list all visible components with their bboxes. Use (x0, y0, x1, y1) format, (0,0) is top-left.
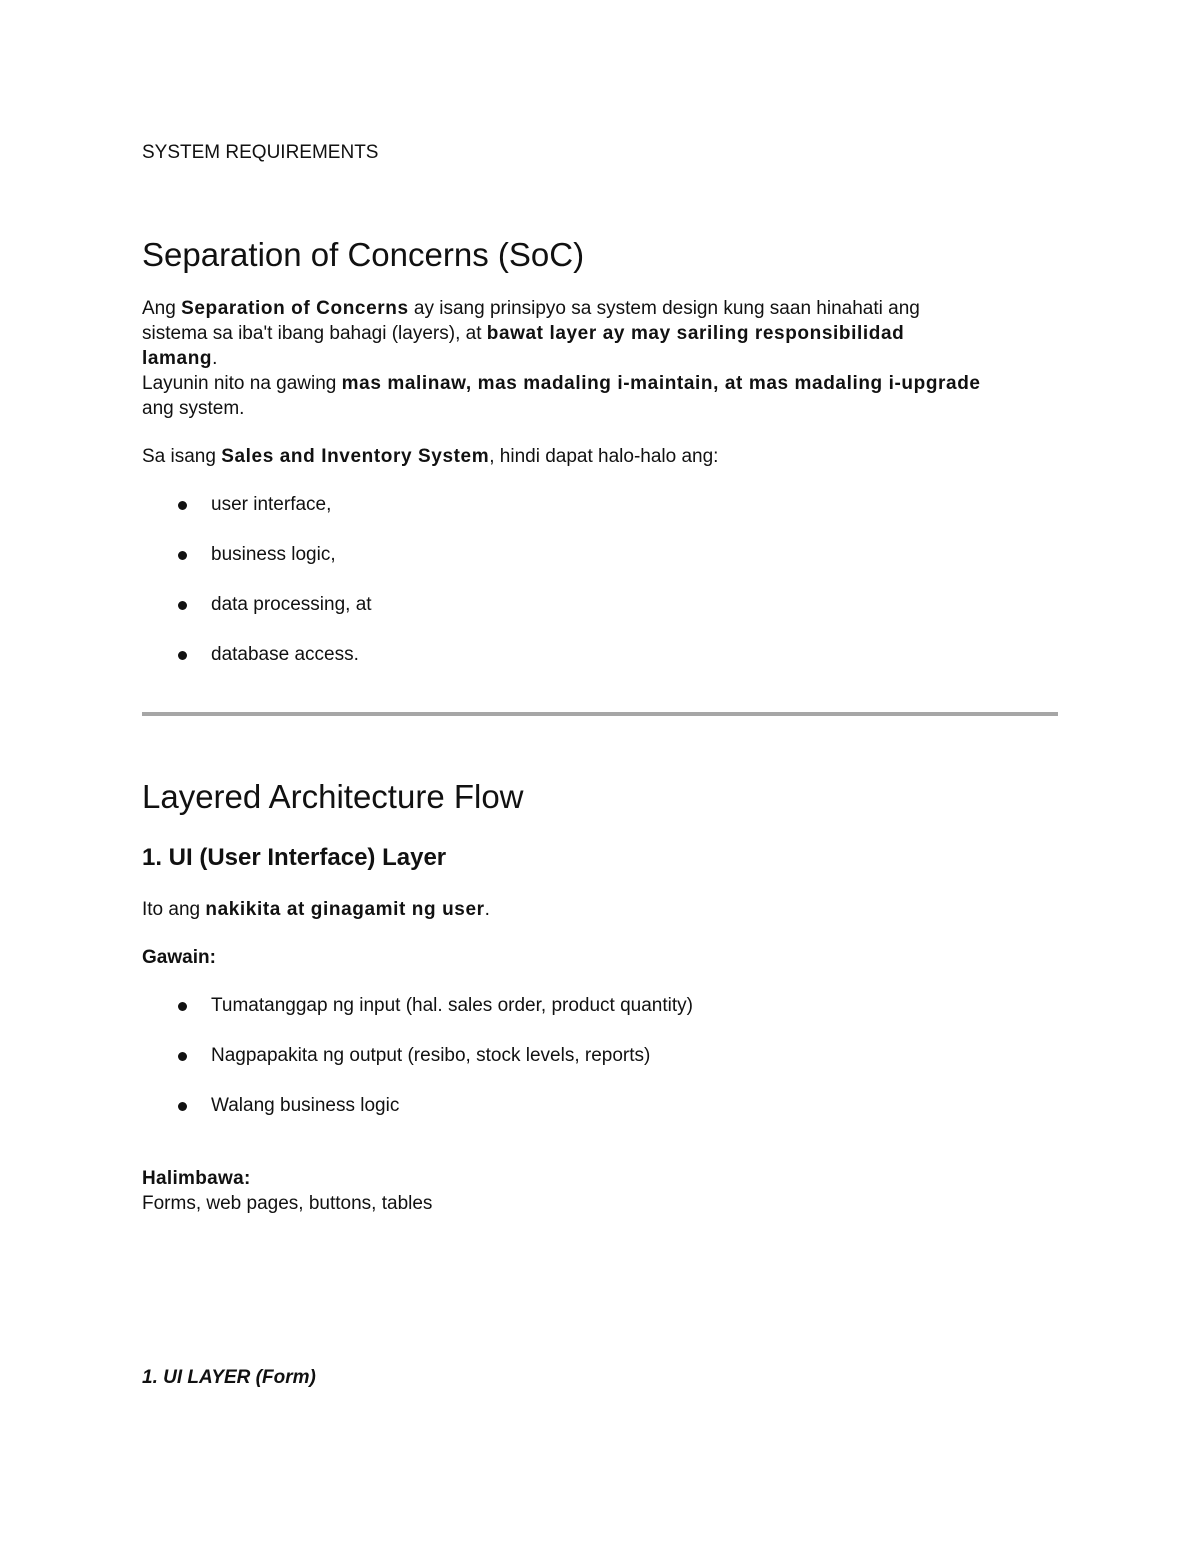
soc-system-line (142, 444, 718, 469)
ui-layer-intro (142, 897, 490, 922)
bold-term: Separation of Concerns (181, 298, 409, 319)
text: Ito ang (142, 899, 206, 920)
bold-term: mas malinaw, mas madaling i-maintain, at mas madaling i-upgrade (341, 373, 981, 394)
bullet-icon (178, 601, 187, 610)
layered-heading: Layered Architecture Flow (142, 778, 524, 815)
text: Sa isang (142, 446, 222, 467)
bold-term: nakikita at ginagamit ng user (205, 899, 485, 920)
bullet-icon (178, 1102, 187, 1111)
horizontal-divider (142, 712, 1058, 716)
text: ay isang prinsipyo sa system design kung saan hinahati ang (408, 298, 920, 319)
gawain-label: Gawain: (142, 947, 216, 968)
bold-term: bawat layer ay may sariling responsibilidad (486, 323, 905, 344)
bold-term: lamang (142, 348, 213, 369)
ui-form-heading: 1. UI LAYER (Form) (142, 1367, 316, 1388)
ui-layer-heading: 1. UI (User Interface) Layer (142, 844, 447, 871)
list-item-text: database access. (211, 644, 359, 665)
soc-paragraph-line-1 (142, 296, 920, 321)
bullet-icon (178, 551, 187, 560)
soc-paragraph-line-3 (142, 346, 217, 371)
text: Layunin nito na gawing (142, 373, 342, 394)
halimbawa-label: Halimbawa: (142, 1168, 251, 1189)
soc-paragraph-line-4 (142, 371, 981, 396)
halimbawa-text: Forms, web pages, buttons, tables (142, 1193, 433, 1214)
bullet-icon (178, 651, 187, 660)
text: Ang (142, 298, 182, 319)
bullet-icon (178, 1002, 187, 1011)
document-title: SYSTEM REQUIREMENTS (142, 142, 379, 163)
text: , hindi dapat halo-halo ang: (489, 446, 719, 467)
list-item-text: data processing, at (211, 594, 372, 615)
text: . (484, 899, 490, 920)
bold-term: Sales and Inventory System (221, 446, 490, 467)
bullet-icon (178, 1052, 187, 1061)
list-item-text: Nagpapakita ng output (resibo, stock levels, reports) (211, 1045, 651, 1066)
list-item-text: Walang business logic (211, 1095, 400, 1116)
bullet-icon (178, 501, 187, 510)
text: . (212, 348, 218, 369)
soc-paragraph-line-5: ang system. (142, 398, 245, 419)
text: sistema sa iba't ibang bahagi (layers), at (142, 323, 487, 344)
soc-paragraph-line-2 (142, 321, 904, 346)
list-item-text: Tumatanggap ng input (hal. sales order, product quantity) (211, 995, 693, 1016)
list-item-text: user interface, (211, 494, 332, 515)
list-item-text: business logic, (211, 544, 336, 565)
soc-heading: Separation of Concerns (SoC) (142, 236, 585, 273)
